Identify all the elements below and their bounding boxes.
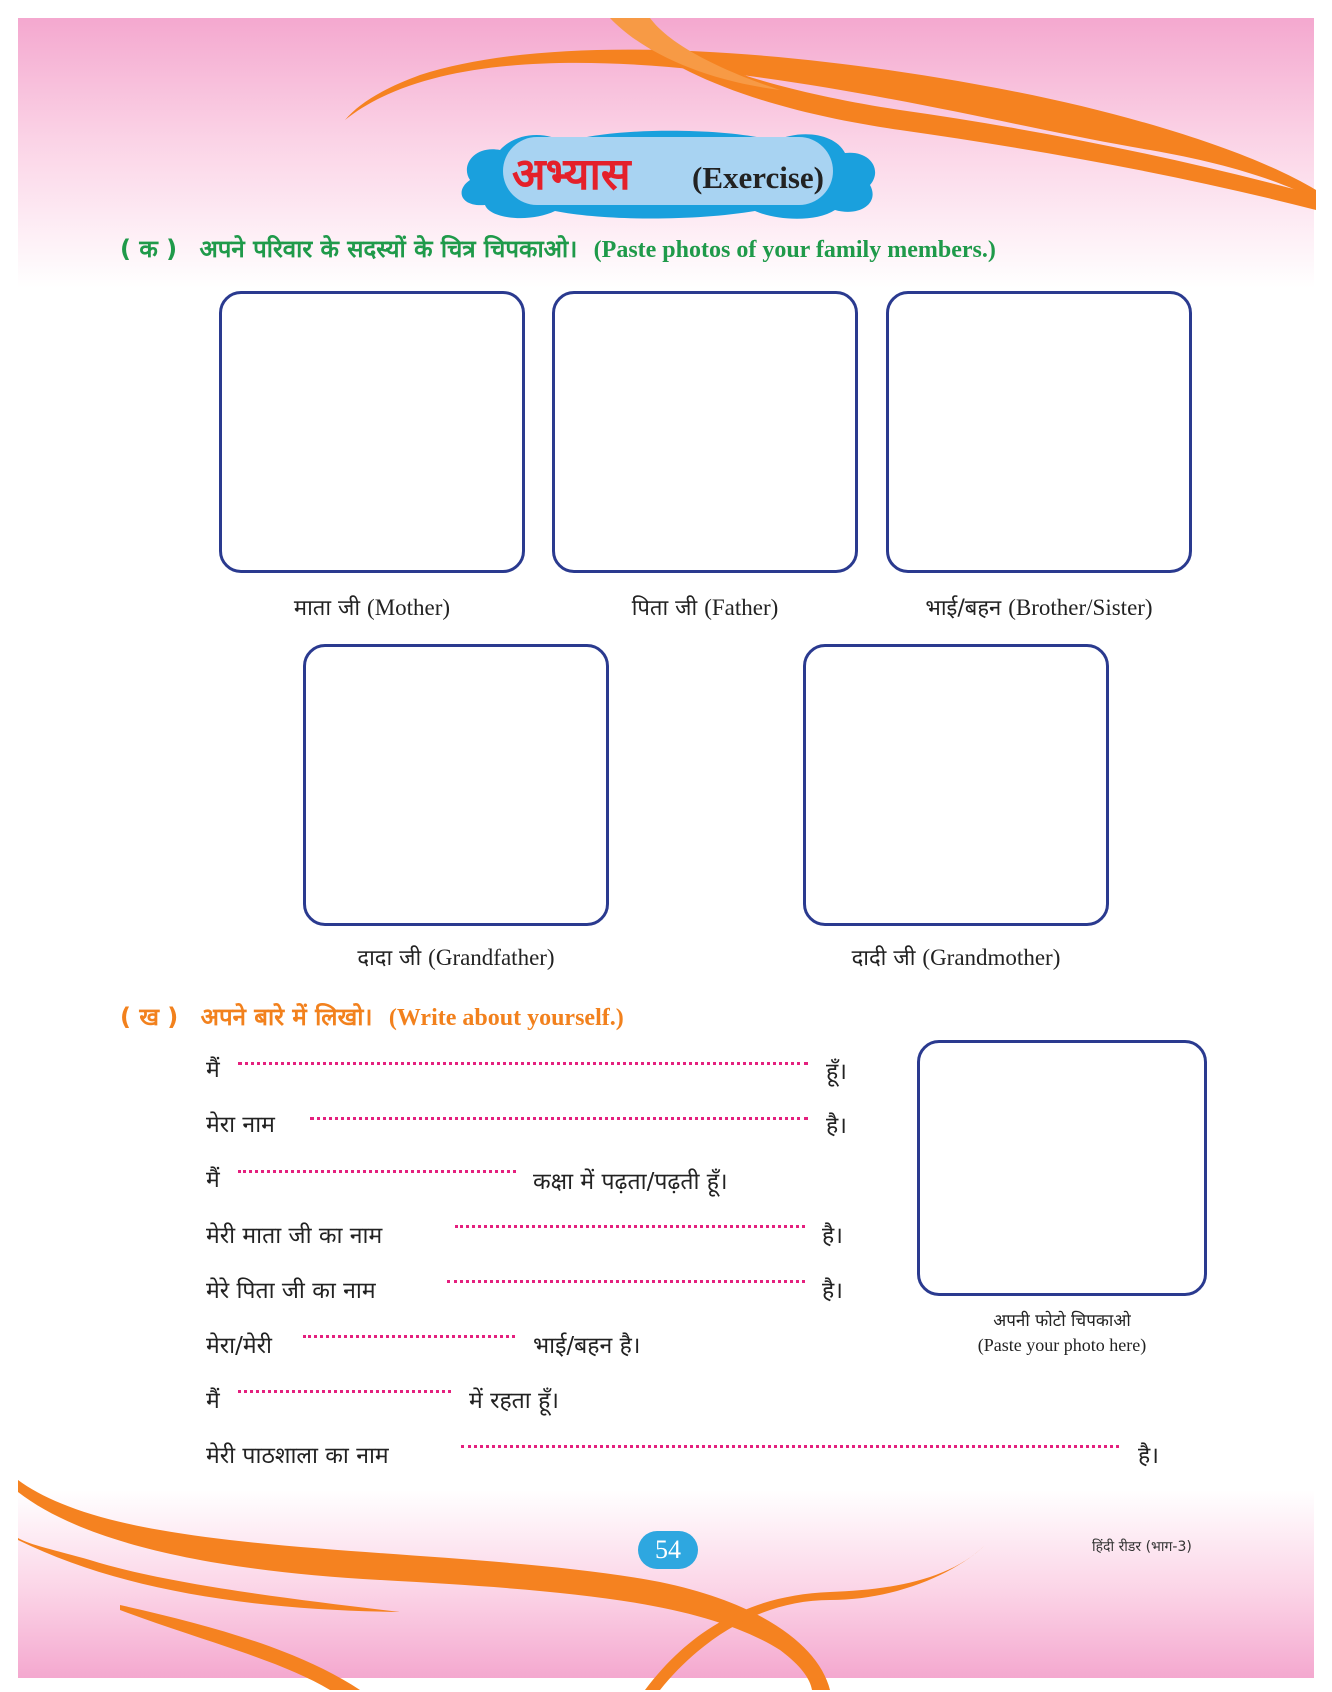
line-7-before: मैं (206, 1388, 220, 1414)
line-1-after: हूँ। (826, 1059, 847, 1085)
caption-grandmother-english: (Grandmother) (922, 945, 1061, 970)
line-4-before: मेरी माता जी का नाम (206, 1223, 383, 1249)
self-photo-english: (Paste your photo here) (977, 1335, 1147, 1355)
caption-mother (219, 592, 525, 622)
self-photo-hindi: अपनी फोटो चिपकाओ (993, 1311, 1131, 1331)
line-5-blank[interactable] (447, 1280, 805, 1283)
section-a-label: ( क ) (120, 235, 178, 263)
line-1-before: मैं (206, 1057, 220, 1083)
caption-father-english: (Father) (704, 595, 779, 620)
title-english: (Exercise) (692, 160, 824, 195)
section-b-label: ( ख ) (120, 1003, 179, 1031)
line-7-after: में रहता हूँ। (469, 1388, 559, 1414)
page-number-badge: 54 (638, 1531, 698, 1569)
photo-box-father[interactable] (552, 291, 858, 573)
caption-sibling (886, 592, 1192, 622)
photo-box-grandmother[interactable] (803, 644, 1109, 926)
line-3-after: कक्षा में पढ़ता/पढ़ती हूँ। (533, 1169, 728, 1195)
caption-sibling-hindi: भाई/बहन (925, 596, 1002, 621)
line-5-after: है। (822, 1278, 843, 1304)
line-2-after: है। (826, 1113, 847, 1139)
line-1-blank[interactable] (238, 1062, 808, 1065)
line-8-before: मेरी पाठशाला का नाम (206, 1443, 389, 1469)
line-5-before: मेरे पिता जी का नाम (206, 1278, 376, 1304)
caption-grandmother (803, 942, 1109, 972)
caption-grandfather-english: (Grandfather) (428, 945, 555, 970)
photo-box-grandfather[interactable] (303, 644, 609, 926)
section-a-hindi: अपने परिवार के सदस्यों के चित्र चिपकाओ। (199, 235, 578, 263)
caption-grandfather (303, 942, 609, 972)
caption-grandmother-hindi: दादी जी (851, 946, 916, 971)
line-3-blank[interactable] (238, 1170, 516, 1173)
book-title-footer: हिंदी रीडर (भाग-3) (1092, 1539, 1192, 1555)
line-6-blank[interactable] (303, 1335, 515, 1338)
line-6-before: मेरा/मेरी (206, 1333, 272, 1359)
line-3-before: मैं (206, 1167, 220, 1193)
section-b-heading (120, 1000, 624, 1033)
line-6-after: भाई/बहन है। (533, 1333, 641, 1359)
line-8-after: है। (1138, 1443, 1159, 1469)
self-photo-caption (917, 1308, 1207, 1356)
caption-grandfather-hindi: दादा जी (357, 946, 422, 971)
line-2-blank[interactable] (310, 1117, 808, 1120)
photo-box-sibling[interactable] (886, 291, 1192, 573)
caption-mother-english: (Mother) (367, 595, 451, 620)
caption-father (552, 592, 858, 622)
section-b-hindi: अपने बारे में लिखो। (200, 1003, 373, 1031)
line-8-blank[interactable] (461, 1445, 1119, 1448)
photo-box-self[interactable] (917, 1040, 1207, 1296)
section-b-english: (Write about yourself.) (388, 1005, 624, 1031)
title-hindi: अभ्यास (512, 149, 631, 200)
photo-box-mother[interactable] (219, 291, 525, 573)
line-4-after: है। (822, 1223, 843, 1249)
line-4-blank[interactable] (455, 1225, 805, 1228)
caption-father-hindi: पिता जी (631, 596, 698, 621)
section-a-english: (Paste photos of your family members.) (593, 237, 996, 263)
line-7-blank[interactable] (238, 1390, 451, 1393)
caption-sibling-english: (Brother/Sister) (1008, 595, 1153, 620)
section-a-heading (120, 232, 996, 265)
line-2-before: मेरा नाम (206, 1112, 275, 1138)
caption-mother-hindi: माता जी (293, 596, 361, 621)
exercise-title (455, 125, 880, 220)
